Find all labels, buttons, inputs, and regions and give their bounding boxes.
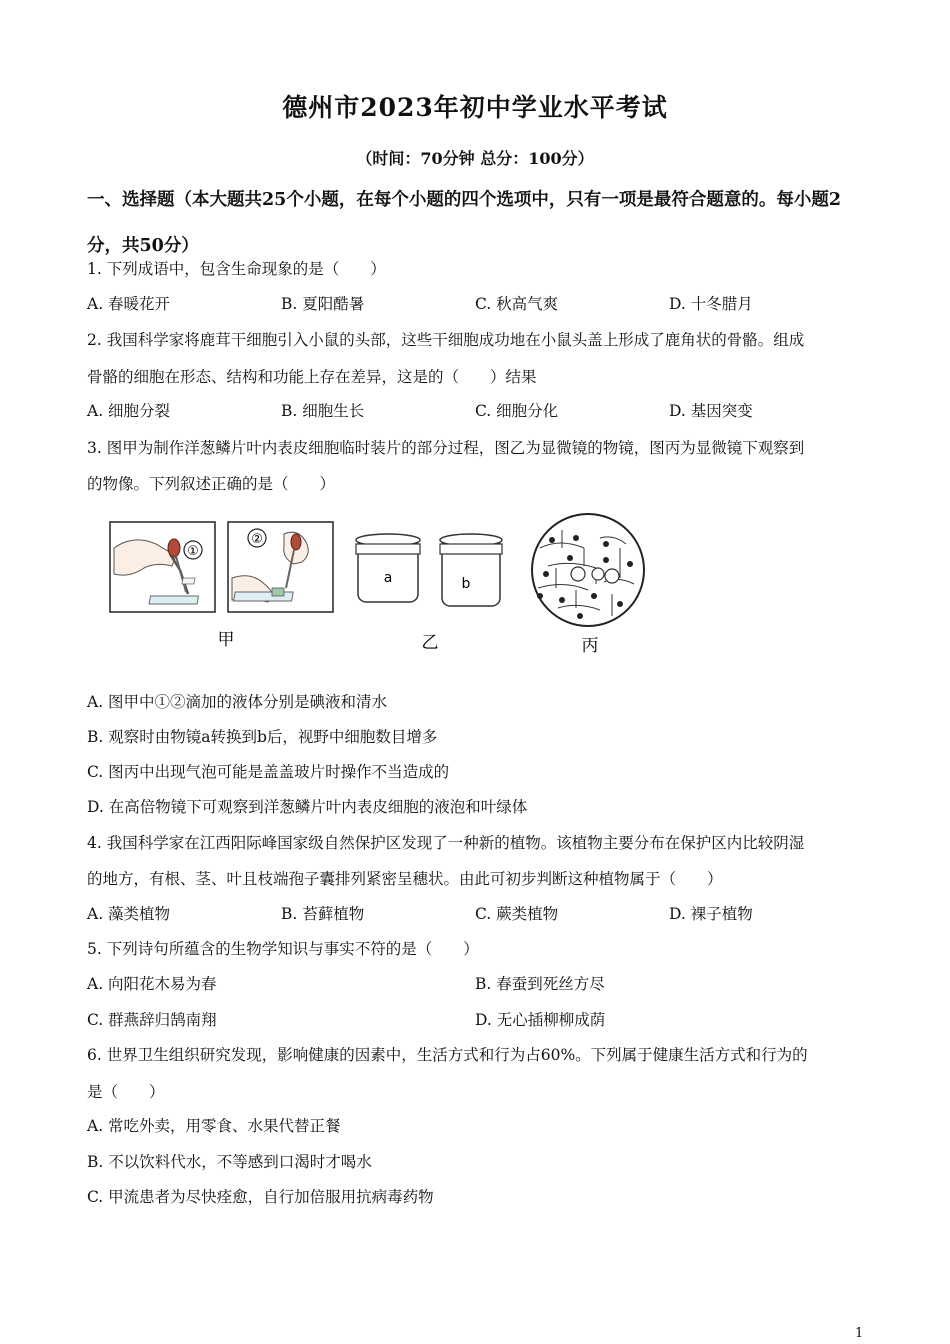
lens-mark-a: a (383, 570, 393, 586)
microscope-view (532, 514, 644, 626)
question-4-option-b: B. 苔藓植物 (281, 905, 365, 923)
question-5-option-b: B. 春蚕到死丝方尽 (475, 975, 605, 993)
question-1-option-b: B. 夏阳酷暑 (281, 295, 365, 313)
question-1-stem: 1. 下列成语中，包含生命现象的是（ ） (87, 260, 386, 278)
question-2-option-b: B. 细胞生长 (281, 402, 365, 420)
question-6-stem-line-2: 是（ ） (87, 1083, 165, 1101)
question-2-option-c: C. 细胞分化 (475, 402, 559, 420)
question-2-stem-line-2: 骨骼的细胞在形态、结构和功能上存在差异，这是的（ ）结果 (87, 368, 537, 386)
question-5-option-c: C. 群燕辞归鹄南翔 (87, 1011, 217, 1029)
figure-label-yi: 乙 (421, 633, 439, 653)
question-3-stem-line-1: 3. 图甲为制作洋葱鳞片叶内表皮细胞临时装片的部分过程，图乙为显微镜的物镜，图丙为显微镜下观察到 (87, 439, 805, 457)
question-3-option-d: D. 在高倍物镜下可观察到洋葱鳞片叶内表皮细胞的液泡和叶绿体 (87, 798, 528, 816)
section-heading: 一、选择题（本大题共25个小题，在每个小题的四个选项中，只有一项是最符合题意的。每小题2分，共50分） (87, 190, 842, 256)
step-mark-2: ② (251, 532, 263, 547)
question-3-figure (100, 508, 660, 668)
dropper-step-1-panel (110, 522, 215, 612)
question-4-option-d: D. 裸子植物 (669, 905, 753, 923)
question-4-stem-line-1: 4. 我国科学家在江西阳际峰国家级自然保护区发现了一种新的植物。该植物主要分布在保护区内比较阴湿 (87, 834, 805, 852)
question-1-option-a: A. 春暖花开 (87, 295, 171, 313)
question-5-option-a: A. 向阳花木易为春 (87, 975, 217, 993)
figure-label-bing: 丙 (581, 636, 599, 656)
question-2-option-d: D. 基因突变 (669, 402, 753, 420)
dropper-step-2-panel (228, 522, 333, 612)
question-3-option-b: B. 观察时由物镜a转换到b后，视野中细胞数目增多 (87, 728, 438, 746)
exam-subtitle: （时间：70分钟 总分：100分） (356, 149, 594, 168)
question-1-option-c: C. 秋高气爽 (475, 295, 559, 313)
question-3-stem-line-2: 的物像。下列叙述正确的是（ ） (87, 475, 336, 493)
question-3-option-c: C. 图丙中出现气泡可能是盖盖玻片时操作不当造成的 (87, 763, 450, 781)
question-1-option-d: D. 十冬腊月 (669, 295, 753, 313)
exam-title: 德州市2023年初中学业水平考试 (282, 93, 668, 122)
figure-label-jia: 甲 (217, 630, 235, 650)
question-4-option-a: A. 藻类植物 (87, 905, 171, 923)
objective-lens-b (440, 534, 502, 606)
question-6-stem-line-1: 6. 世界卫生组织研究发现，影响健康的因素中，生活方式和行为占60%。下列属于健康生活方式和行为的 (87, 1046, 808, 1064)
question-6-option-c: C. 甲流患者为尽快痊愈，自行加倍服用抗病毒药物 (87, 1188, 434, 1206)
question-2-option-a: A. 细胞分裂 (87, 402, 171, 420)
question-5-stem: 5. 下列诗句所蕴含的生物学知识与事实不符的是（ ） (87, 940, 479, 958)
question-2-stem-line-1: 2. 我国科学家将鹿茸干细胞引入小鼠的头部，这些干细胞成功地在小鼠头盖上形成了鹿角状的骨骼。组成 (87, 331, 805, 349)
question-6-option-a: A. 常吃外卖，用零食、水果代替正餐 (87, 1117, 341, 1135)
question-5-option-d: D. 无心插柳柳成荫 (475, 1011, 606, 1029)
lens-mark-b: b (461, 576, 471, 592)
question-4-option-c: C. 蕨类植物 (475, 905, 559, 923)
question-3-option-a: A. 图甲中①②滴加的液体分别是碘液和清水 (87, 693, 388, 711)
question-4-stem-line-2: 的地方，有根、茎、叶且枝端孢子囊排列紧密呈穗状。由此可初步判断这种植物属于（ ） (87, 870, 723, 888)
objective-lens-a (356, 534, 420, 602)
step-mark-1: ① (187, 544, 199, 559)
page-number: 1 (855, 1326, 864, 1341)
question-6-option-b: B. 不以饮料代水，不等感到口渴时才喝水 (87, 1153, 372, 1171)
